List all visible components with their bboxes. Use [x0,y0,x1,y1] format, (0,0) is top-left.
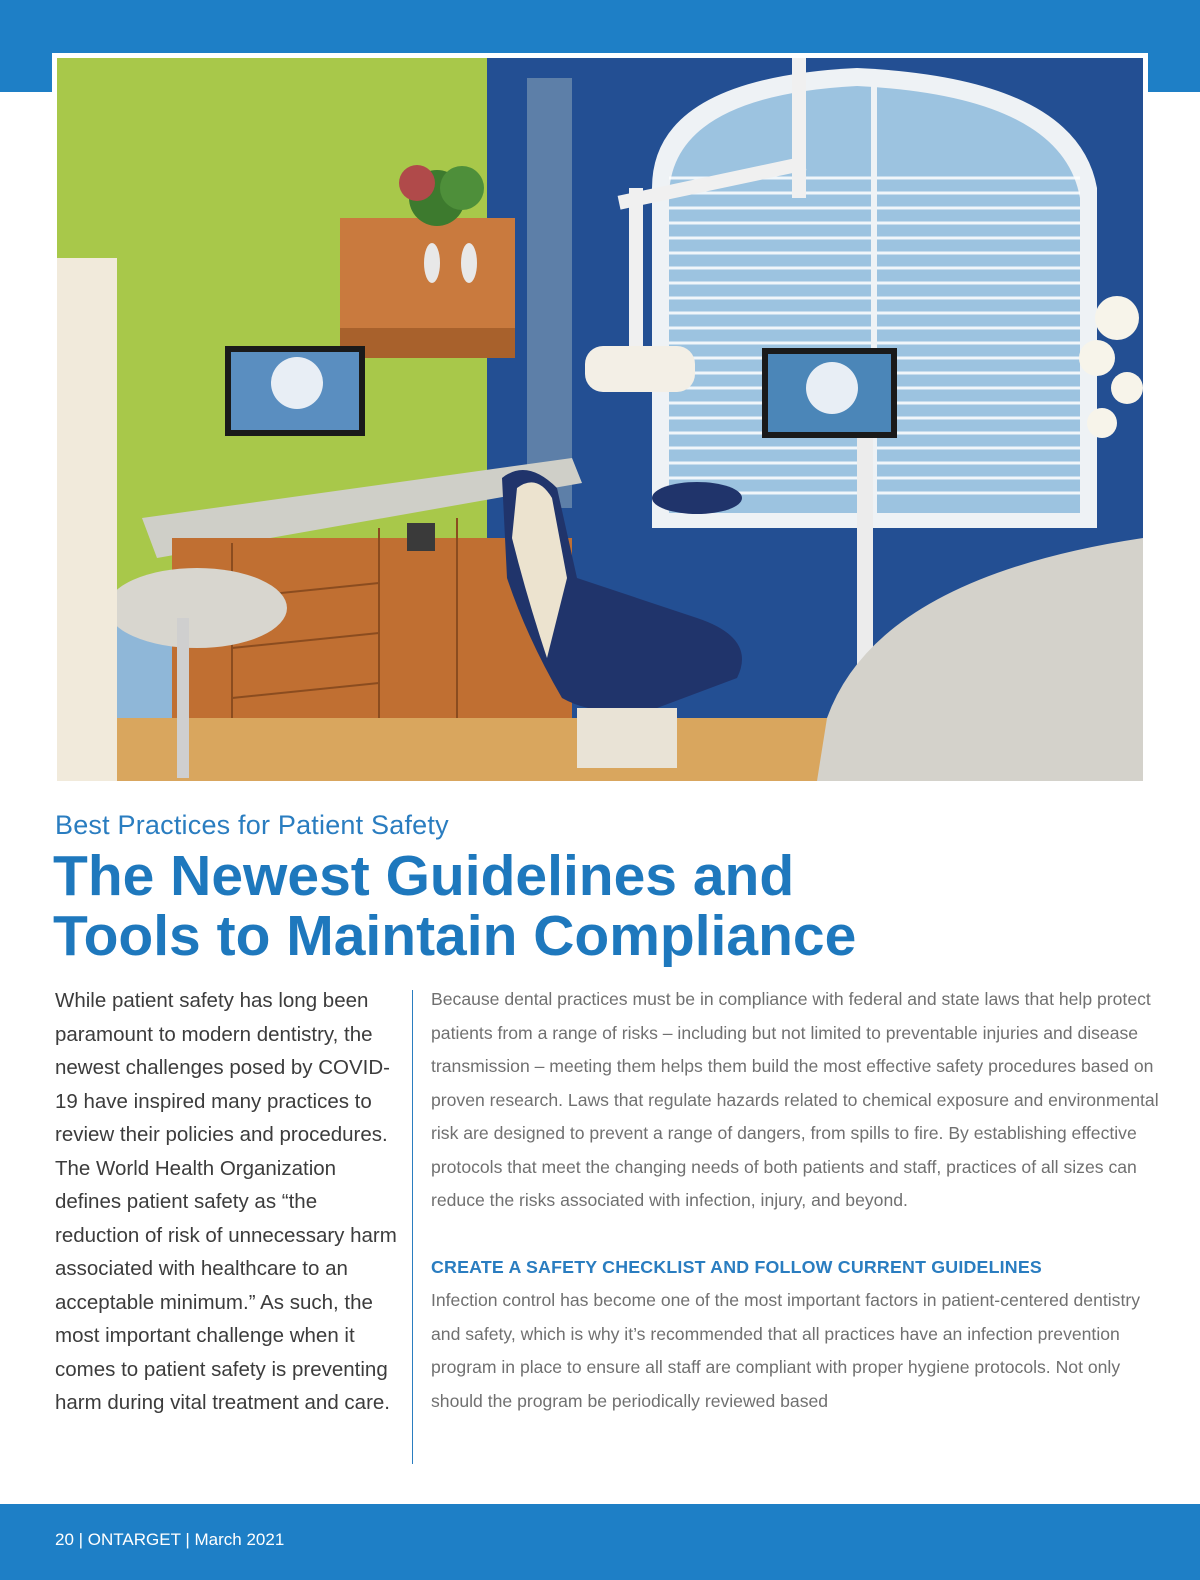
hero-photo-dental-operatory [57,58,1143,781]
body-paragraph-1: Because dental practices must be in compliance with federal and state laws that help protect patients from a range of risks – including but not limited to preventable injuries and disease transmission – meeting them helps them build the most effective safety procedures based on proven research. Laws that regulate hazards related to chemical exposure and environmental risk are designed to prevent a range of dangers, from spills to fire. By establishing effective protocols that meet the changing needs of both patients and staff, practices of all sizes can reduce the risks associated with infection, injury, and beyond. [431,989,1159,1210]
footer-band [0,1504,1200,1580]
lead-paragraph: While patient safety has long been paramount to modern dentistry, the newest challenges posed by COVID-19 have inspired many practices to review their policies and procedures. The World Health Organization defines patient safety as “the reduction of risk of unnecessary harm associated with healthcare to an acceptable minimum.” As such, the most important challenge when it comes to patient safety is preventing harm during vital treatment and care. [55,989,397,1414]
side-table [107,568,287,648]
headline-line-1: The Newest Guidelines and [53,844,795,908]
headline-line-2: Tools to Maintain Compliance [53,904,857,968]
body-paragraph-2: Infection control has become one of the most important factors in patient-centered dentistry and safety, which is why it’s recommended that all practices have an infection prevention program in place to ensure all staff are compliant with proper hygiene protocols. Not only should the program be periodically reviewed based [431,1290,1141,1411]
body-column [431,983,1161,1418]
column-divider [412,990,413,1464]
article-kicker: Best Practices for Patient Safety [55,810,449,840]
footer-folio: 20 | ONTARGET | March 2021 [55,1530,285,1549]
section-heading: CREATE A SAFETY CHECKLIST AND FOLLOW CURRENT GUIDELINES [431,1256,1042,1277]
dental-light [585,346,695,392]
article-headline [53,846,1053,966]
